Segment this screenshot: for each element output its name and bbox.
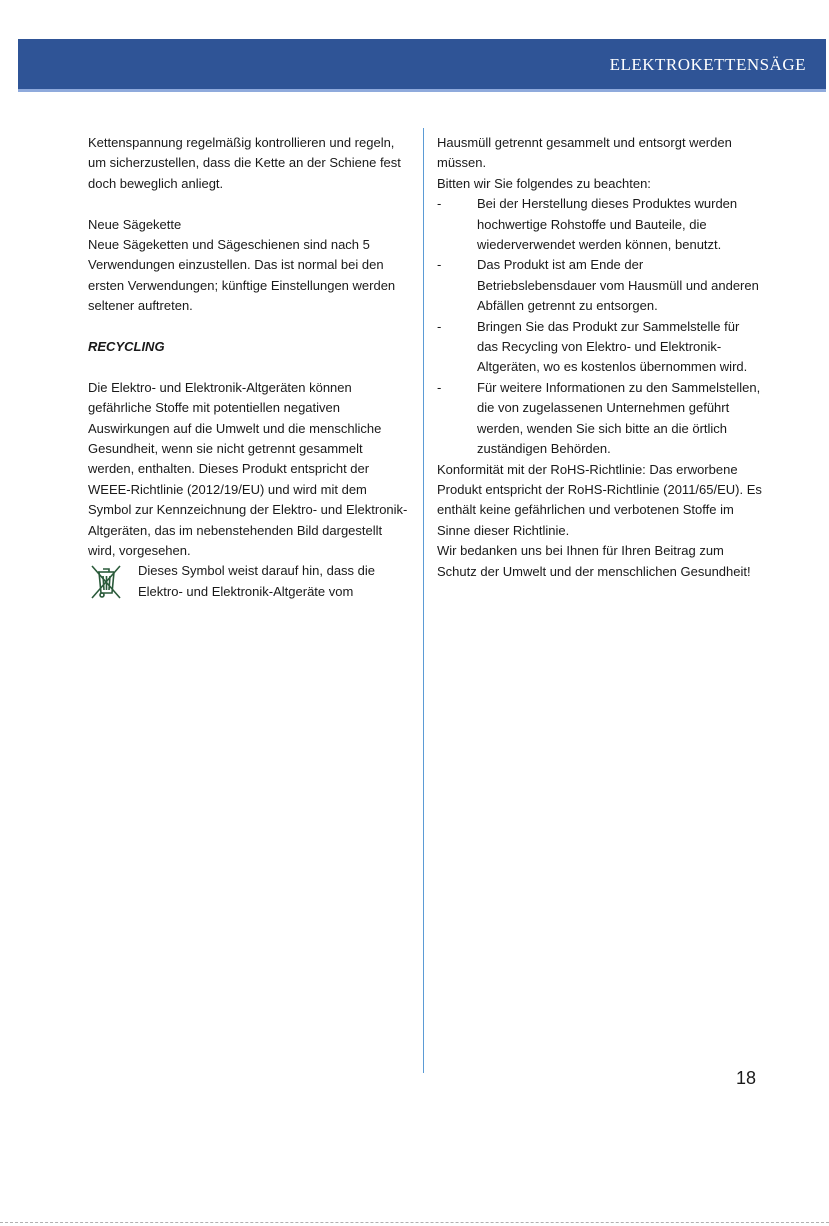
- weee-symbol-text: Dieses Symbol weist darauf hin, dass die Elektro- und Elektronik-Altgeräte vom: [138, 563, 376, 599]
- rohs-paragraph: Konformität mit der RoHS-Richtlinie: Das erworbene Produkt entspricht der RoHS-Richtlinie (2011/65/EU). Es enthält keine gefährlichen und verbotenen Stoffe im Sinne dieser Richtlinie.: [437, 461, 762, 538]
- page-bottom-rule: [0, 1222, 829, 1223]
- list-item-text: Bei der Herstellung dieses Produktes wurden hochwertige Rohstoffe und Bauteile, die wiederverwendet werden können, benutzt.: [477, 196, 738, 253]
- separate-collection-paragraph: Hausmüll getrennt gesammelt und entsorgt werden müssen.: [437, 135, 732, 171]
- column-divider: [423, 128, 424, 1073]
- bullet-marker: -: [437, 196, 442, 212]
- list-item: [437, 194, 762, 255]
- right-column: [437, 133, 762, 582]
- please-note-line: Bitten wir Sie folgendes zu beachten:: [437, 175, 651, 191]
- list-item: [437, 317, 762, 378]
- page-number: 18: [736, 1068, 757, 1088]
- list-item: [437, 378, 762, 460]
- bullet-marker: -: [437, 257, 442, 273]
- list-item-text: Das Produkt ist am Ende der Betriebslebensdauer vom Hausmüll und anderen Abfällen getrennt zu entsorgen.: [477, 257, 759, 314]
- list-item-text: Bringen Sie das Produkt zur Sammelstelle für das Recycling von Elektro- und Elektronik-Altgeräten, wo es kostenlos übernommen wird.: [477, 318, 748, 375]
- thanks-paragraph: Wir bedanken uns bei Ihnen für Ihren Beitrag zum Schutz der Umwelt und der menschlichen Gesundheit!: [437, 543, 751, 579]
- crossed-out-wheelie-bin-icon: [88, 561, 138, 607]
- left-column: [88, 133, 410, 608]
- weee-symbol-row: [88, 561, 410, 607]
- new-chain-subheading: Neue Sägekette: [88, 216, 182, 232]
- new-chain-paragraph: Neue Sägeketten und Sägeschienen sind nach 5 Verwendungen einzustellen. Das ist normal bei den ersten Verwendungen; künftige Einstellungen werden seltener auftreten.: [88, 237, 396, 314]
- chain-tension-paragraph: Kettenspannung regelmäßig kontrollieren und regeln, um sicherzustellen, dass die Kette an der Schiene fest doch beweglich anliegt.: [88, 135, 401, 191]
- bullet-marker: -: [437, 318, 442, 334]
- recycling-heading: RECYCLING: [88, 339, 165, 355]
- recycling-paragraph: Die Elektro- und Elektronik-Altgeräten können gefährliche Stoffe mit potentiellen negativen Auswirkungen auf die Umwelt und die menschliche Gesundheit, wenn sie nicht getrennt gesammelt werden, enthalten. Dieses Produkt entspricht der WEEE-Richtlinie (2012/19/EU) und wird mit dem Symbol zur Kennzeichnung der Elektro- und Elektronik-Altgeräten, das im nebenstehenden Bild dargestellt wird, vorgesehen.: [88, 379, 408, 559]
- list-item: [437, 255, 762, 316]
- list-item-text: Für weitere Informationen zu den Sammelstellen, die von zugelassenen Unternehmen geführt werden, wenden Sie sich bitte an die örtlich zuständigen Behörden.: [477, 379, 761, 457]
- header-bar: [18, 39, 826, 92]
- bullet-marker: -: [437, 379, 442, 395]
- header-title: ELEKTROKETTENSÄGE: [609, 55, 806, 74]
